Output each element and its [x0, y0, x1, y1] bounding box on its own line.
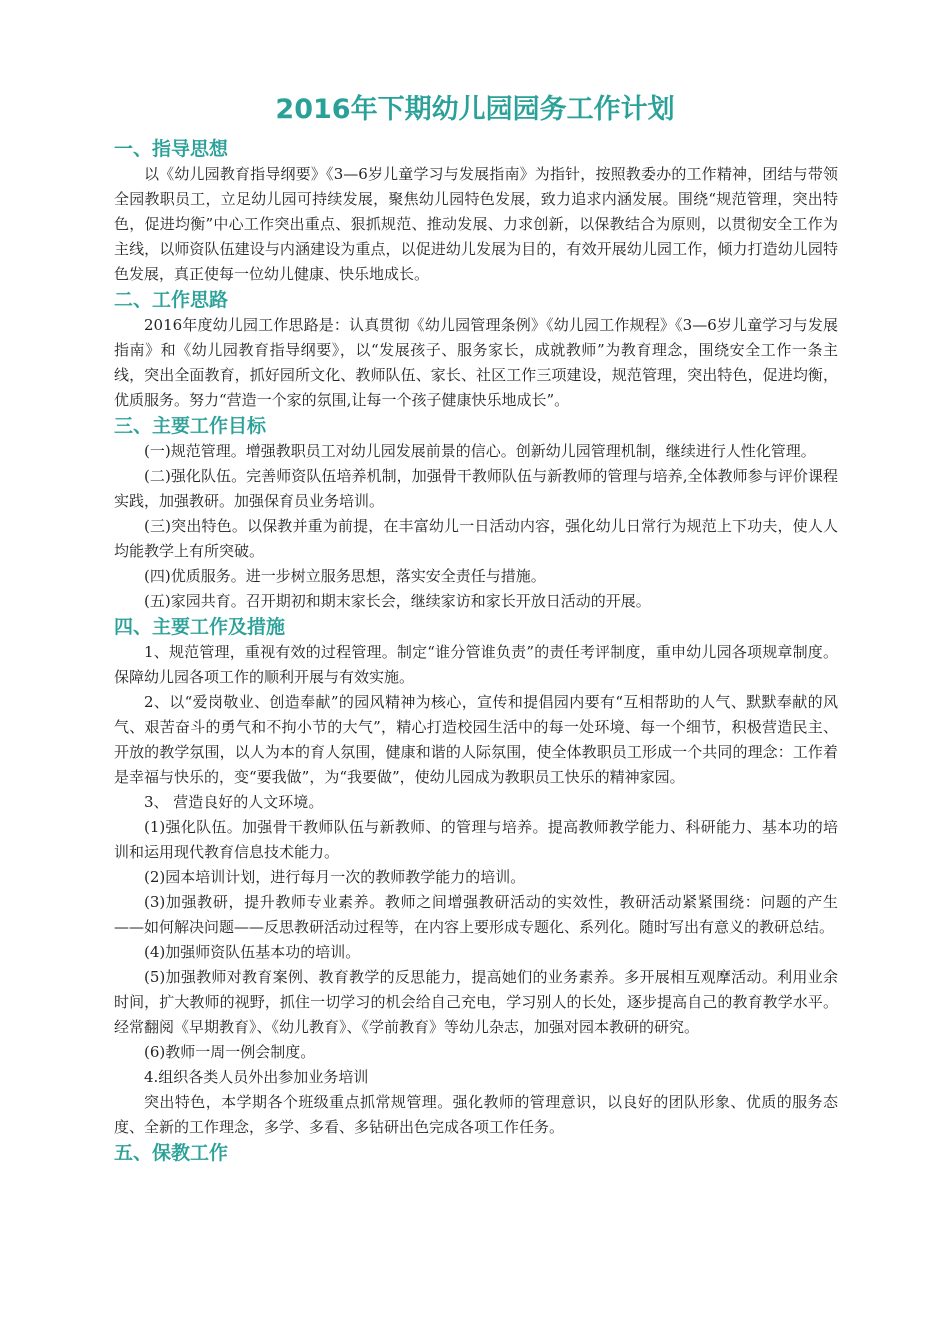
paragraph: (一)规范管理。增强教职员工对幼儿园发展前景的信心。创新幼儿园管理机制，继续进行人性化管理。 — [144, 442, 816, 460]
paragraph: 突出特色，本学期各个班级重点抓常规管理。强化教师的管理意识，以良好的团队形象、优质的服务态度、全新的工作理念，多学、多看、多钻研出色完成各项工作任务。 — [114, 1093, 838, 1136]
paragraph: 2016年度幼儿园工作思路是：认真贯彻《幼儿园管理条例》《幼儿园工作规程》《3—6岁儿童学习与发展指南》和《幼儿园教育指导纲要》，以“发展孩子、服务家长，成就教师”为教育理念，围绕安全工作一条主线，突出全面教育，抓好园所文化、教师队伍、家长、社区工作三项建设，规范管理，突出特色，促进均衡，优质服务。努力“营造一个家的氛围,让每一个孩子健康快乐地成长”。 — [114, 316, 838, 409]
section-heading: 四、主要工作及措施 — [114, 616, 286, 638]
paragraph: 以《幼儿园教育指导纲要》《3—6岁儿童学习与发展指南》为指针，按照教委办的工作精神，团结与带领全园教职员工，立足幼儿园可持续发展，聚焦幼儿园特色发展，致力追求内涵发展。围绕“规范管理，突出特色，促进均衡”中心工作突出重点、狠抓规范、推动发展、力求创新，以保教结合为原则，以贯彻安全工作为主线，以师资队伍建设与内涵建设为重点，以促进幼儿发展为目的，有效开展幼儿园工作，倾力打造幼儿园特色发展，真正使每一位幼儿健康、快乐地成长。 — [114, 165, 838, 283]
paragraph: (6)教师一周一例会制度。 — [144, 1043, 316, 1061]
paragraph: (3)加强教研，提升教师专业素养。教师之间增强教研活动的实效性，教研活动紧紧围绕：问题的产生——如何解决问题——反思教研活动过程等，在内容上要形成专题化、系列化。随时写出有意义的教研总结。 — [114, 893, 838, 936]
paragraph: 1、规范管理，重视有效的过程管理。制定“谁分管谁负责”的责任考评制度，重申幼儿园各项规章制度。保障幼儿园各项工作的顺利开展与有效实施。 — [114, 643, 838, 686]
paragraph: 3、 营造良好的人文环境。 — [144, 793, 324, 811]
paragraph: (5)加强教师对教育案例、教育教学的反思能力，提高她们的业务素养。多开展相互观摩活动。利用业余时间，扩大教师的视野，抓住一切学习的机会给自己充电，学习别人的长处，逐步提高自己的教育教学水平。经常翻阅《早期教育》、《幼儿教育》、《学前教育》等幼儿杂志，加强对园本教研的研究。 — [114, 968, 838, 1036]
section-heading: 二、工作思路 — [114, 289, 229, 311]
section-heading: 三、主要工作目标 — [114, 415, 267, 437]
paragraph: (五)家园共育。召开期初和期末家长会，继续家访和家长开放日活动的开展。 — [144, 592, 651, 610]
paragraph: (四)优质服务。进一步树立服务思想，落实安全责任与措施。 — [144, 567, 546, 585]
paragraph: (1)强化队伍。加强骨干教师队伍与新教师、的管理与培养。提高教师教学能力、科研能力、基本功的培训和运用现代教育信息技术能力。 — [114, 818, 838, 861]
paragraph: (4)加强师资队伍基本功的培训。 — [144, 943, 361, 961]
section-heading: 一、指导思想 — [114, 138, 229, 160]
document-body — [114, 136, 838, 1166]
section-heading: 五、保教工作 — [114, 1142, 229, 1164]
paragraph: 4.组织各类人员外出参加业务培训 — [144, 1068, 369, 1086]
paragraph: (三)突出特色。以保教并重为前提，在丰富幼儿一日活动内容，强化幼儿日常行为规范上下功夫，使人人均能教学上有所突破。 — [114, 517, 838, 560]
paragraph: 2、以“爱岗敬业、创造奉献”的园风精神为核心，宣传和提倡园内要有“互相帮助的人气、默默奉献的风气、艰苦奋斗的勇气和不拘小节的大气”，精心打造校园生活中的每一处环境、每一个细节，积极营造民主、开放的教学氛围，以人为本的育人氛围，健康和谐的人际氛围，使全体教职员工形成一个共同的理念：工作着是幸福与快乐的，变“要我做”，为“我要做”，使幼儿园成为教职员工快乐的精神家园。 — [114, 693, 838, 786]
paragraph: (2)园本培训计划，进行每月一次的教师教学能力的培训。 — [144, 868, 526, 886]
paragraph: (二)强化队伍。完善师资队伍培养机制，加强骨干教师队伍与新教师的管理与培养,全体教师参与评价课程实践，加强教研。加强保育员业务培训。 — [114, 467, 838, 510]
page-title: 2016年下期幼儿园园务工作计划 — [275, 94, 675, 125]
